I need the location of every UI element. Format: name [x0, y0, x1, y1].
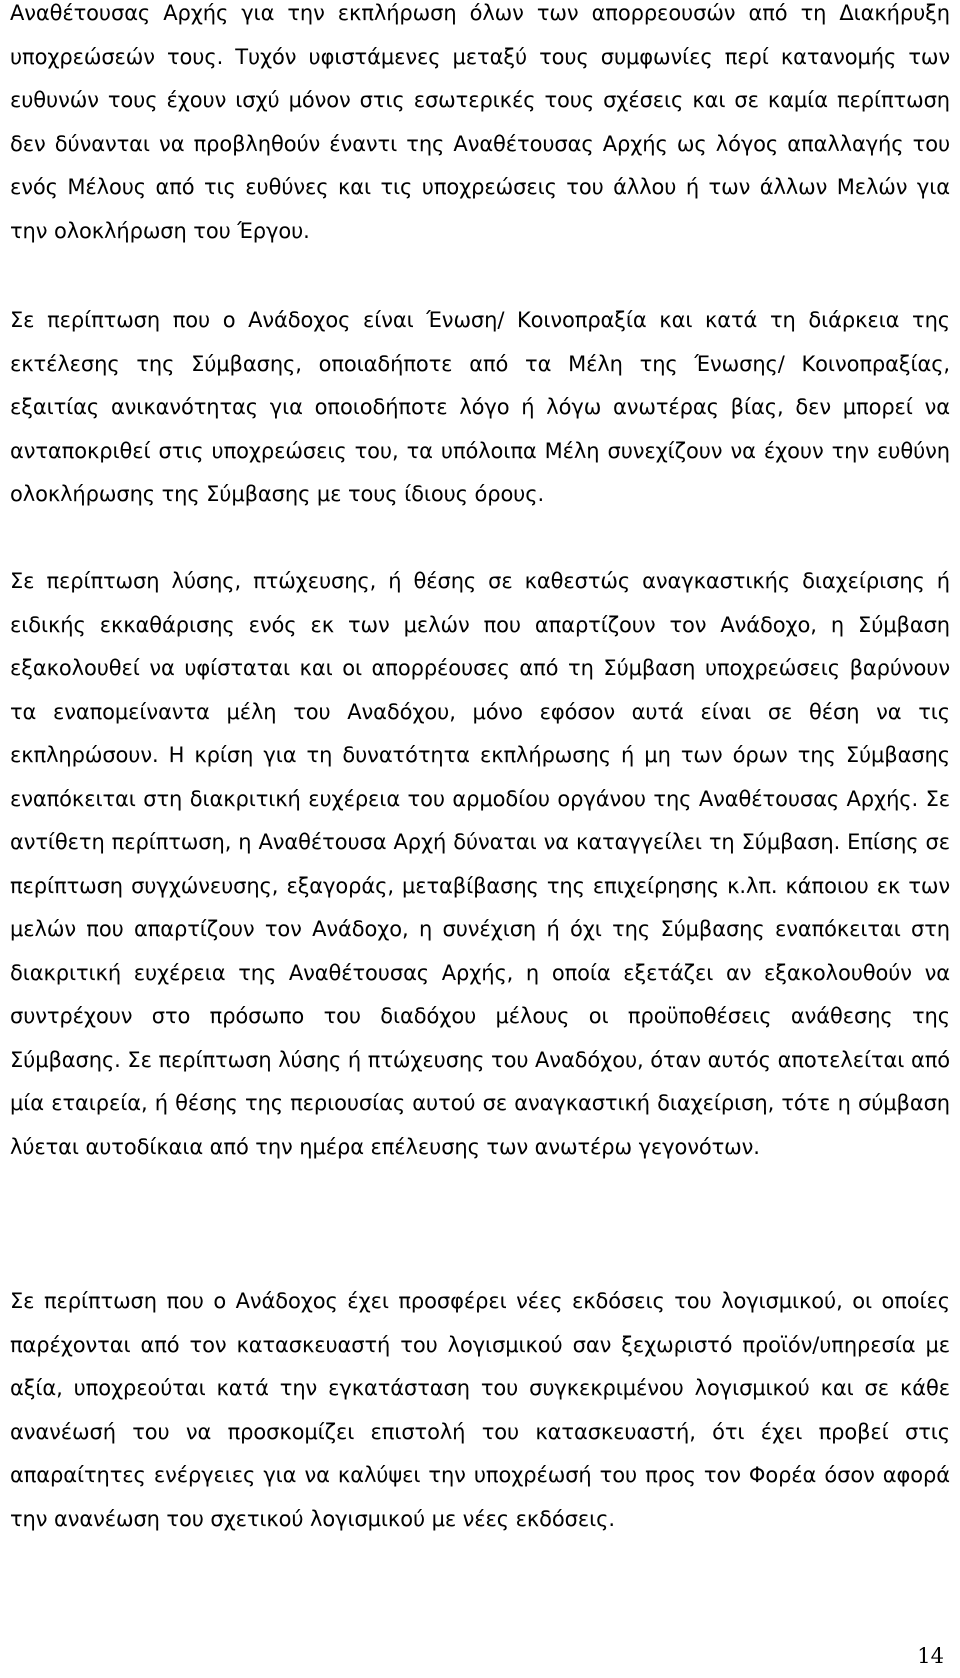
- paragraph-1: Αναθέτουσας Αρχής για την εκπλήρωση όλων των απορρεουσών από τη Διακήρυξη υποχρεώσεών τους. Τυχόν υφιστάμενες μεταξύ τους συμφωνίες περί κατανομής των ευθυνών τους έχουν ισχύ μόνον στις εσωτερικές τους σχέσεις και σε καμία περίπτωση δεν δύνανται να προβληθούν έναντι της Αναθέτουσας Αρχής ως λόγος απαλλαγής του ενός Μέλους από τις ευθύνες και τις υποχρεώσεις του άλλου ή των άλλων Μελών για την ολοκλήρωση του Έργου.: [10, 1, 950, 243]
- paragraph-3: Σε περίπτωση λύσης, πτώχευσης, ή θέσης σε καθεστώς αναγκαστικής διαχείρισης ή ειδικής εκκαθάρισης ενός εκ των μελών που απαρτίζουν τον Ανάδοχο, η Σύμβαση εξακολουθεί να υφίσταται και οι απορρέουσες από τη Σύμβαση υποχρεώσεις βαρύνουν τα εναπομείναντα μέλη του Αναδόχου, μόνο εφόσον αυτά είναι σε θέση να τις εκπληρώσουν. Η κρίση για τη δυνατότητα εκπλήρωσης ή μη των όρων της Σύμβασης εναπόκειται στη διακριτική ευχέρεια του αρμοδίου οργάνου της Αναθέτουσας Αρχής. Σε αντίθετη περίπτωση, η Αναθέτουσα Αρχή δύναται να καταγγείλει τη Σύμβαση. Επίσης σε περίπτωση συγχώνευσης, εξαγοράς, μεταβίβασης της επιχείρησης κ.λπ. κάποιου εκ των μελών που απαρτίζουν τον Ανάδοχο, η συνέχιση ή όχι της Σύμβασης εναπόκειται στη διακριτική ευχέρεια της Αναθέτουσας Αρχής, η οποία εξετάζει αν εξακολουθούν να συντρέχουν στο πρόσωπο του διαδόχου μέλους οι προϋποθέσεις ανάθεσης της Σύμβασης. Σε περίπτωση λύσης ή πτώχευσης του Αναδόχου, όταν αυτός αποτελείται από μία εταιρεία, ή θέσης της περιουσίας αυτού σε αναγκαστική διαχείριση, τότε η σύμβαση λύεται αυτοδίκαια από την ημέρα επέλευσης των ανωτέρω γεγονότων.: [10, 569, 950, 1159]
- page-number: 14: [917, 1644, 944, 1668]
- paragraph-4: Σε περίπτωση που ο Ανάδοχος έχει προσφέρει νέες εκδόσεις του λογισμικού, οι οποίες παρέχονται από τον κατασκευαστή του λογισμικού σαν ξεχωριστό προϊόν/υπηρεσία με αξία, υποχρεούται κατά την εγκατάσταση του συγκεκριμένου λογισμικού και σε κάθε ανανέωσή του να προσκομίζει επιστολή του κατασκευαστή, ότι έχει προβεί στις απαραίτητες ενέργειες για να καλύψει την υποχρέωσή του προς τον Φορέα όσον αφορά την ανανέωση του σχετικού λογισμικού με νέες εκδόσεις.: [10, 1289, 950, 1531]
- paragraph-2: Σε περίπτωση που ο Ανάδοχος είναι Ένωση/ Κοινοπραξία και κατά τη διάρκεια της εκτέλεσης της Σύμβασης, οποιαδήποτε από τα Μέλη της Ένωσης/ Κοινοπραξίας, εξαιτίας ανικανότητας για οποιοδήποτε λόγο ή λόγω ανωτέρας βίας, δεν μπορεί να ανταποκριθεί στις υποχρεώσεις του, τα υπόλοιπα Μέλη συνεχίζουν να έχουν την ευθύνη ολοκλήρωσης της Σύμβασης με τους ίδιους όρους.: [10, 308, 950, 506]
